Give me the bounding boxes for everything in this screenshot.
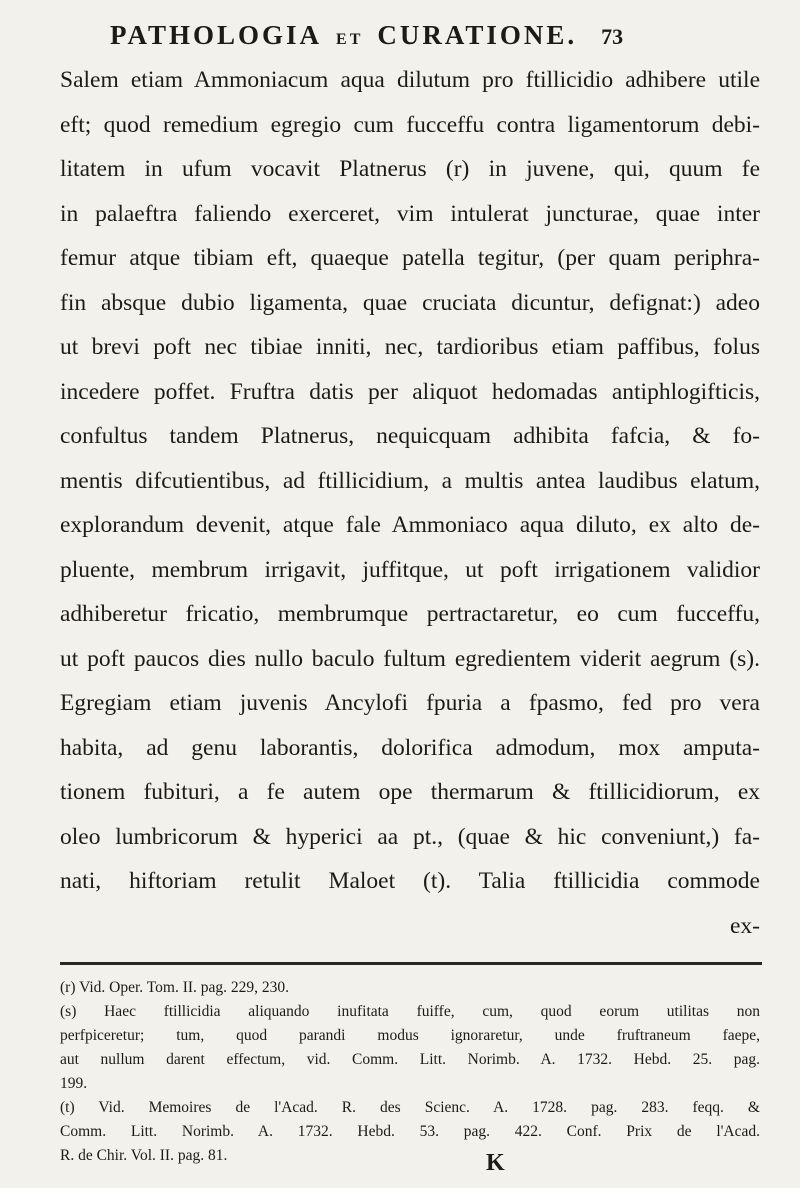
text-line: nati, hiftoriam retulit Maloet (t). Talia ftillicidia commode (60, 868, 760, 894)
catchword: ex- (729, 912, 760, 939)
footnote-line: Comm. Litt. Norimb. A. 1732. Hebd. 53. pag. 422. Conf. Prix de l'Acad. (60, 1123, 760, 1140)
text-line: incedere poffet. Fruftra datis per aliquot hedomadas antiphlogifticis, (60, 378, 760, 405)
header-title-2: CURATIONE. (377, 20, 578, 50)
text-line: ut brevi poft nec tibiae inniti, nec, tardioribus etiam paffibus, folus (60, 334, 760, 360)
text-line: litatem in ufum vocavit Platnerus (r) in juvene, qui, quum fe (60, 156, 760, 182)
text-line: mentis difcutientibus, ad ftillicidium, a multis antea laudibus elatum, (60, 467, 760, 494)
text-line: oleo lumbricorum & hyperici aa pt., (quae & hic conveniunt,) fa- (60, 823, 760, 850)
text-line: habita, ad genu laborantis, dolorifica admodum, mox amputa- (60, 734, 760, 761)
footnote-divider (60, 962, 762, 965)
text-line: ut poft paucos dies nullo baculo fultum egredientem viderit aegrum (s). (60, 645, 760, 672)
footnote-line: (s) Haec ftillicidia aliquando inufitata fuiffe, cum, quod eorum utilitas non (60, 1003, 760, 1020)
footnotes (60, 976, 760, 1168)
text-line: in palaeftra faliendo exerceret, vim intulerat juncturae, quae inter (60, 200, 760, 227)
header-connector: ET (336, 31, 364, 48)
header-title: PATHOLOGIA (110, 20, 323, 50)
text-line: Egregiam etiam juvenis Ancylofi fpuria a fpasmo, fed pro vera (60, 690, 760, 716)
footnote-line: aut nullum darent effectum, vid. Comm. Litt. Norimb. A. 1732. Hebd. 25. pag. (60, 1051, 760, 1068)
text-line: Salem etiam Ammoniacum aqua dilutum pro ftillicidio adhibere utile (60, 67, 760, 93)
text-line: fin absque dubio ligamenta, quae cruciata dicuntur, defignat:) adeo (60, 289, 760, 316)
signature-mark: K (486, 1150, 505, 1176)
footnote-line: perfpiceretur; tum, quod parandi modus ignoraretur, unde fruftraneum faepe, (60, 1027, 760, 1044)
text-line: femur atque tibiam eft, quaeque patella tegitur, (per quam periphra- (60, 245, 760, 271)
text-line: confultus tandem Platnerus, nequicquam adhibita fafcia, & fo- (60, 423, 760, 449)
footnote-line: R. de Chir. Vol. II. pag. 81. (60, 1147, 228, 1164)
footnote-line: (r) Vid. Oper. Tom. II. pag. 229, 230. (60, 979, 290, 996)
text-line: pluente, membrum irrigavit, juffitque, ut poft irrigationem validior (60, 556, 760, 583)
text-line: eft; quod remedium egregio cum fucceffu contra ligamentorum debi- (60, 111, 760, 138)
text-line: adhiberetur fricatio, membrumque pertractaretur, eo cum fucceffu, (60, 601, 760, 627)
text-line: tionem fubituri, a fe autem ope thermarum & ftillicidiorum, ex (60, 779, 760, 805)
text-line: explorandum devenit, atque fale Ammoniaco aqua diluto, ex alto de- (60, 512, 760, 538)
body-text (60, 58, 760, 948)
footnote-line: (t) Vid. Memoires de l'Acad. R. des Scienc. A. 1728. pag. 283. feqq. & (60, 1099, 760, 1116)
footnote-line: 199. (60, 1075, 88, 1092)
running-header (110, 20, 710, 51)
page-number: 73 (601, 24, 624, 49)
